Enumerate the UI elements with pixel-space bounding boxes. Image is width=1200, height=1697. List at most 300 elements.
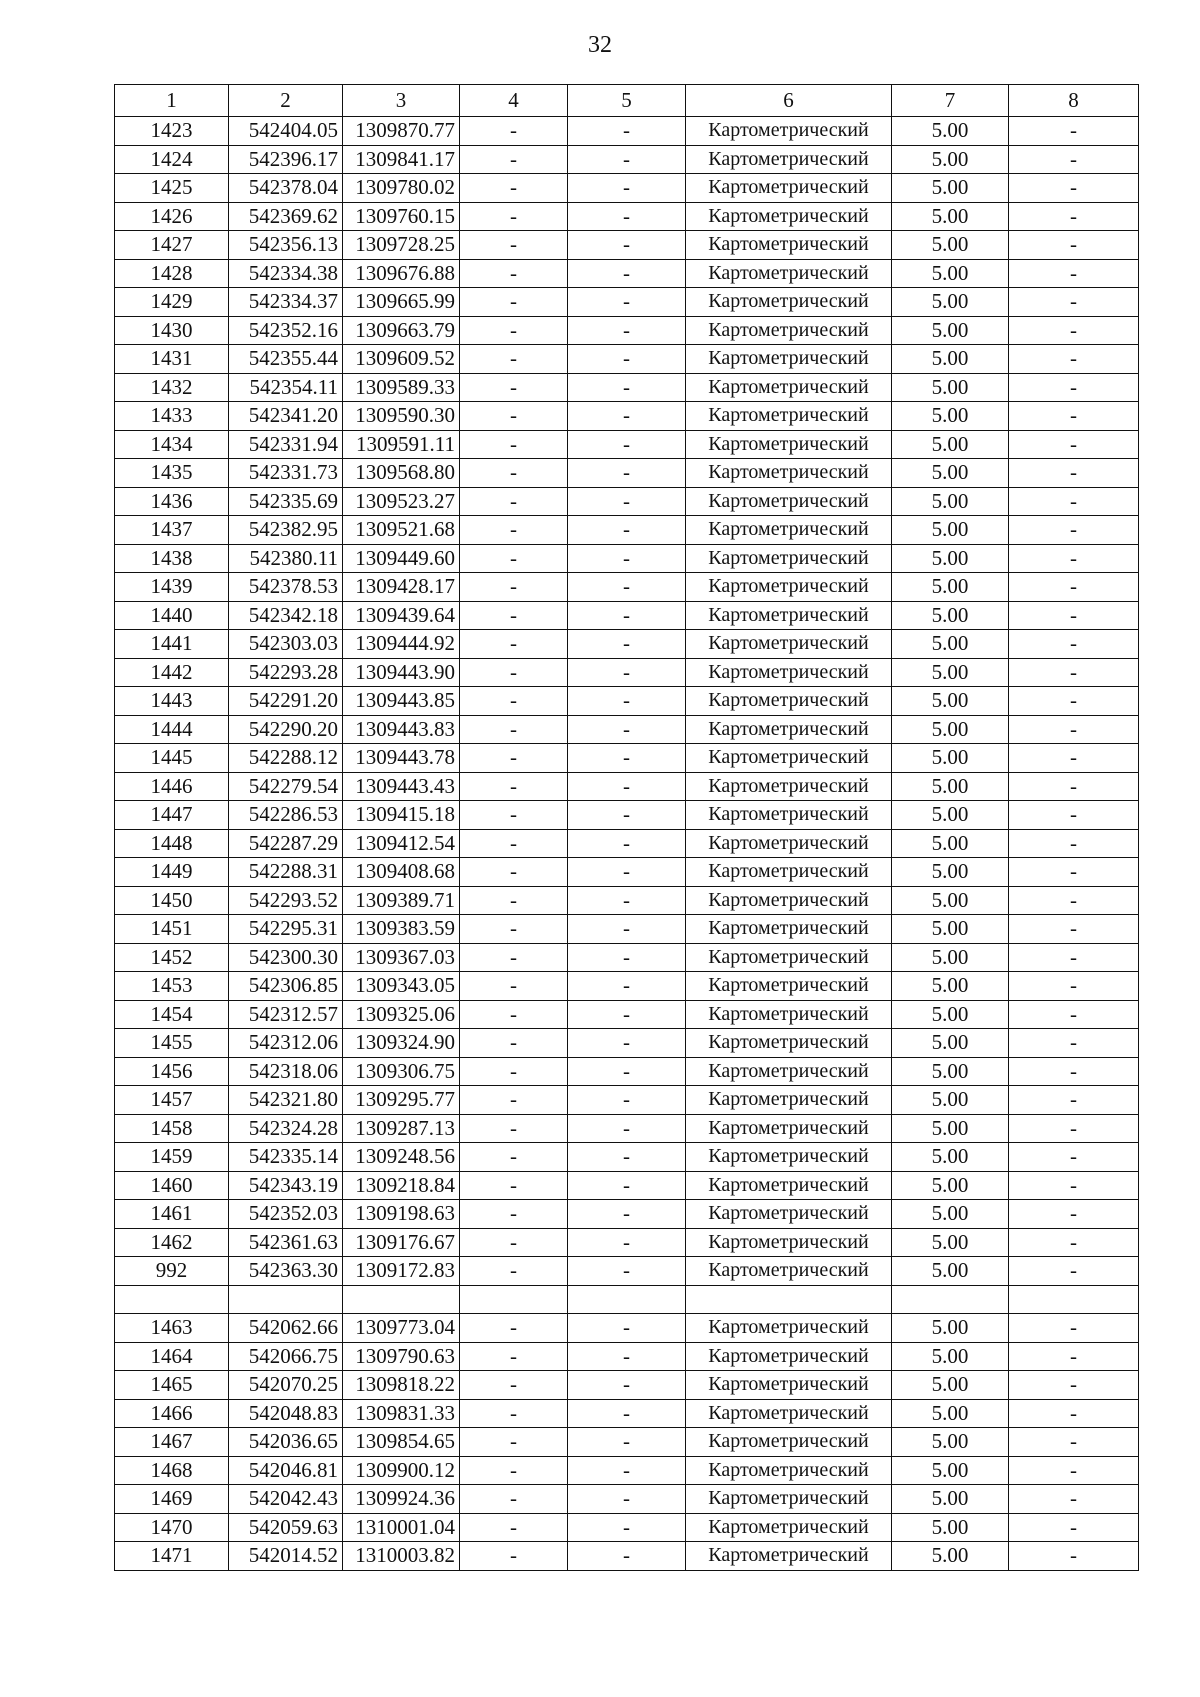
accuracy-cell: 5.00 bbox=[892, 1029, 1009, 1058]
column-4-cell: - bbox=[460, 117, 568, 146]
column-5-cell: - bbox=[568, 972, 686, 1001]
column-8-cell: - bbox=[1009, 858, 1139, 887]
accuracy-cell: 5.00 bbox=[892, 145, 1009, 174]
column-8-cell: - bbox=[1009, 630, 1139, 659]
column-5-cell: - bbox=[568, 1513, 686, 1542]
accuracy-cell: 5.00 bbox=[892, 1513, 1009, 1542]
y-coordinate-cell: 1309287.13 bbox=[343, 1114, 460, 1143]
column-4-cell: - bbox=[460, 1371, 568, 1400]
y-coordinate-cell: 1309325.06 bbox=[343, 1000, 460, 1029]
table-row bbox=[115, 1542, 1139, 1571]
accuracy-cell: 5.00 bbox=[892, 459, 1009, 488]
table-row bbox=[115, 601, 1139, 630]
coordinates-table bbox=[114, 84, 1139, 1571]
point-number-cell: 1433 bbox=[115, 402, 229, 431]
column-4-cell: - bbox=[460, 715, 568, 744]
point-number-cell: 1435 bbox=[115, 459, 229, 488]
y-coordinate-cell: 1309523.27 bbox=[343, 487, 460, 516]
method-cell: Картометрический bbox=[686, 1542, 892, 1571]
table-row bbox=[115, 943, 1139, 972]
column-5-cell: - bbox=[568, 1200, 686, 1229]
y-coordinate-cell: 1309412.54 bbox=[343, 829, 460, 858]
table-row bbox=[115, 1399, 1139, 1428]
column-5-cell: - bbox=[568, 630, 686, 659]
column-5-cell: - bbox=[568, 829, 686, 858]
y-coordinate-cell: 1309248.56 bbox=[343, 1143, 460, 1172]
method-cell: Картометрический bbox=[686, 1342, 892, 1371]
column-4-cell: - bbox=[460, 1257, 568, 1286]
column-4-cell: - bbox=[460, 145, 568, 174]
column-4-cell: - bbox=[460, 487, 568, 516]
column-5-cell: - bbox=[568, 1314, 686, 1343]
table-row bbox=[115, 715, 1139, 744]
method-cell: Картометрический bbox=[686, 858, 892, 887]
method-cell: Картометрический bbox=[686, 1114, 892, 1143]
point-number-cell: 1429 bbox=[115, 288, 229, 317]
x-coordinate-cell: 542048.83 bbox=[229, 1399, 343, 1428]
x-coordinate-cell: 542303.03 bbox=[229, 630, 343, 659]
x-coordinate-cell: 542404.05 bbox=[229, 117, 343, 146]
y-coordinate-cell: 1309665.99 bbox=[343, 288, 460, 317]
accuracy-cell: 5.00 bbox=[892, 573, 1009, 602]
y-coordinate-cell: 1309760.15 bbox=[343, 202, 460, 231]
x-coordinate-cell: 542293.28 bbox=[229, 658, 343, 687]
y-coordinate-cell: 1309443.90 bbox=[343, 658, 460, 687]
column-4-cell: - bbox=[460, 174, 568, 203]
y-coordinate-cell: 1309443.85 bbox=[343, 687, 460, 716]
y-coordinate-cell: 1309172.83 bbox=[343, 1257, 460, 1286]
column-4-cell: - bbox=[460, 886, 568, 915]
point-number-cell: 1466 bbox=[115, 1399, 229, 1428]
column-4-cell: - bbox=[460, 345, 568, 374]
column-8-cell: - bbox=[1009, 459, 1139, 488]
column-4-cell: - bbox=[460, 231, 568, 260]
y-coordinate-cell: 1309841.17 bbox=[343, 145, 460, 174]
point-number-cell: 1425 bbox=[115, 174, 229, 203]
column-8-cell: - bbox=[1009, 1200, 1139, 1229]
x-coordinate-cell: 542290.20 bbox=[229, 715, 343, 744]
column-8-cell: - bbox=[1009, 1086, 1139, 1115]
x-coordinate-cell: 542334.37 bbox=[229, 288, 343, 317]
column-8-cell: - bbox=[1009, 972, 1139, 1001]
column-8-cell: - bbox=[1009, 829, 1139, 858]
column-8-cell: - bbox=[1009, 573, 1139, 602]
column-4-cell: - bbox=[460, 1200, 568, 1229]
column-5-cell: - bbox=[568, 1000, 686, 1029]
accuracy-cell: 5.00 bbox=[892, 544, 1009, 573]
method-cell: Картометрический bbox=[686, 943, 892, 972]
column-5-cell: - bbox=[568, 601, 686, 630]
method-cell: Картометрический bbox=[686, 516, 892, 545]
y-coordinate-cell: 1309728.25 bbox=[343, 231, 460, 260]
table-row bbox=[115, 288, 1139, 317]
accuracy-cell: 5.00 bbox=[892, 1314, 1009, 1343]
column-8-cell: - bbox=[1009, 430, 1139, 459]
point-number-cell: 1446 bbox=[115, 772, 229, 801]
column-header: 1 bbox=[115, 85, 229, 117]
x-coordinate-cell: 542335.69 bbox=[229, 487, 343, 516]
table-row bbox=[115, 373, 1139, 402]
table-row bbox=[115, 259, 1139, 288]
column-5-cell: - bbox=[568, 1399, 686, 1428]
column-4-cell: - bbox=[460, 1542, 568, 1571]
column-5-cell: - bbox=[568, 1114, 686, 1143]
column-8-cell: - bbox=[1009, 1114, 1139, 1143]
column-8-cell: - bbox=[1009, 1371, 1139, 1400]
method-cell: Картометрический bbox=[686, 715, 892, 744]
column-header: 7 bbox=[892, 85, 1009, 117]
y-coordinate-cell: 1309443.43 bbox=[343, 772, 460, 801]
column-4-cell: - bbox=[460, 288, 568, 317]
x-coordinate-cell: 542331.94 bbox=[229, 430, 343, 459]
method-cell: Картометрический bbox=[686, 430, 892, 459]
column-4-cell: - bbox=[460, 1057, 568, 1086]
point-number-cell: 1432 bbox=[115, 373, 229, 402]
table-row bbox=[115, 630, 1139, 659]
point-number-cell: 1437 bbox=[115, 516, 229, 545]
method-cell: Картометрический bbox=[686, 117, 892, 146]
y-coordinate-cell: 1309295.77 bbox=[343, 1086, 460, 1115]
accuracy-cell: 5.00 bbox=[892, 886, 1009, 915]
x-coordinate-cell: 542318.06 bbox=[229, 1057, 343, 1086]
x-coordinate-cell: 542335.14 bbox=[229, 1143, 343, 1172]
x-coordinate-cell: 542014.52 bbox=[229, 1542, 343, 1571]
y-coordinate-cell: 1309444.92 bbox=[343, 630, 460, 659]
method-cell: Картометрический bbox=[686, 345, 892, 374]
column-5-cell: - bbox=[568, 373, 686, 402]
x-coordinate-cell: 542363.30 bbox=[229, 1257, 343, 1286]
point-number-cell: 1430 bbox=[115, 316, 229, 345]
y-coordinate-cell: 1309790.63 bbox=[343, 1342, 460, 1371]
column-8-cell: - bbox=[1009, 544, 1139, 573]
column-5-cell: - bbox=[568, 1371, 686, 1400]
method-cell: Картометрический bbox=[686, 1428, 892, 1457]
point-number-cell: 1461 bbox=[115, 1200, 229, 1229]
column-8-cell: - bbox=[1009, 1428, 1139, 1457]
accuracy-cell: 5.00 bbox=[892, 687, 1009, 716]
column-8-cell: - bbox=[1009, 174, 1139, 203]
column-5-cell: - bbox=[568, 316, 686, 345]
table-row bbox=[115, 1200, 1139, 1229]
accuracy-cell: 5.00 bbox=[892, 943, 1009, 972]
point-number-cell: 1443 bbox=[115, 687, 229, 716]
column-5-cell: - bbox=[568, 1228, 686, 1257]
point-number-cell: 1460 bbox=[115, 1171, 229, 1200]
point-number-cell: 1469 bbox=[115, 1485, 229, 1514]
point-number-cell: 992 bbox=[115, 1257, 229, 1286]
point-number-cell: 1471 bbox=[115, 1542, 229, 1571]
method-cell: Картометрический bbox=[686, 259, 892, 288]
accuracy-cell: 5.00 bbox=[892, 373, 1009, 402]
point-number-cell: 1457 bbox=[115, 1086, 229, 1115]
x-coordinate-cell: 542300.30 bbox=[229, 943, 343, 972]
x-coordinate-cell: 542291.20 bbox=[229, 687, 343, 716]
y-coordinate-cell: 1309367.03 bbox=[343, 943, 460, 972]
column-8-cell: - bbox=[1009, 1257, 1139, 1286]
accuracy-cell: 5.00 bbox=[892, 1200, 1009, 1229]
x-coordinate-cell: 542382.95 bbox=[229, 516, 343, 545]
table-row bbox=[115, 231, 1139, 260]
column-8-cell: - bbox=[1009, 345, 1139, 374]
table-row bbox=[115, 1485, 1139, 1514]
column-5-cell: - bbox=[568, 174, 686, 203]
point-number-cell: 1445 bbox=[115, 744, 229, 773]
accuracy-cell: 5.00 bbox=[892, 1371, 1009, 1400]
x-coordinate-cell: 542355.44 bbox=[229, 345, 343, 374]
column-8-cell: - bbox=[1009, 231, 1139, 260]
accuracy-cell: 5.00 bbox=[892, 430, 1009, 459]
x-coordinate-cell: 542042.43 bbox=[229, 1485, 343, 1514]
accuracy-cell: 5.00 bbox=[892, 1114, 1009, 1143]
column-5-cell: - bbox=[568, 772, 686, 801]
y-coordinate-cell: 1309415.18 bbox=[343, 801, 460, 830]
x-coordinate-cell: 542352.03 bbox=[229, 1200, 343, 1229]
method-cell: Картометрический bbox=[686, 1171, 892, 1200]
table-row bbox=[115, 1342, 1139, 1371]
column-8-cell: - bbox=[1009, 316, 1139, 345]
accuracy-cell: 5.00 bbox=[892, 259, 1009, 288]
accuracy-cell: 5.00 bbox=[892, 658, 1009, 687]
y-coordinate-cell: 1309818.22 bbox=[343, 1371, 460, 1400]
accuracy-cell: 5.00 bbox=[892, 1143, 1009, 1172]
column-8-cell: - bbox=[1009, 601, 1139, 630]
method-cell: Картометрический bbox=[686, 829, 892, 858]
accuracy-cell: 5.00 bbox=[892, 1228, 1009, 1257]
point-number-cell: 1447 bbox=[115, 801, 229, 830]
column-5-cell: - bbox=[568, 886, 686, 915]
column-8-cell: - bbox=[1009, 1143, 1139, 1172]
table-row bbox=[115, 487, 1139, 516]
column-8-cell: - bbox=[1009, 1513, 1139, 1542]
x-coordinate-cell: 542341.20 bbox=[229, 402, 343, 431]
column-4-cell: - bbox=[460, 1314, 568, 1343]
column-5-cell: - bbox=[568, 1456, 686, 1485]
method-cell: Картометрический bbox=[686, 772, 892, 801]
y-coordinate-cell: 1309773.04 bbox=[343, 1314, 460, 1343]
column-8-cell bbox=[1009, 1285, 1139, 1314]
point-number-cell: 1426 bbox=[115, 202, 229, 231]
column-5-cell: - bbox=[568, 744, 686, 773]
point-number-cell: 1440 bbox=[115, 601, 229, 630]
method-cell: Картометрический bbox=[686, 801, 892, 830]
point-number-cell: 1463 bbox=[115, 1314, 229, 1343]
column-5-cell: - bbox=[568, 117, 686, 146]
y-coordinate-cell: 1309389.71 bbox=[343, 886, 460, 915]
column-8-cell: - bbox=[1009, 288, 1139, 317]
x-coordinate-cell: 542295.31 bbox=[229, 915, 343, 944]
x-coordinate-cell bbox=[229, 1285, 343, 1314]
point-number-cell: 1454 bbox=[115, 1000, 229, 1029]
table-row bbox=[115, 801, 1139, 830]
method-cell: Картометрический bbox=[686, 886, 892, 915]
point-number-cell: 1456 bbox=[115, 1057, 229, 1086]
table-header-row bbox=[115, 85, 1139, 117]
point-number-cell: 1451 bbox=[115, 915, 229, 944]
accuracy-cell: 5.00 bbox=[892, 915, 1009, 944]
x-coordinate-cell: 542312.57 bbox=[229, 1000, 343, 1029]
accuracy-cell: 5.00 bbox=[892, 1456, 1009, 1485]
x-coordinate-cell: 542306.85 bbox=[229, 972, 343, 1001]
table-row bbox=[115, 1257, 1139, 1286]
method-cell: Картометрический bbox=[686, 687, 892, 716]
x-coordinate-cell: 542062.66 bbox=[229, 1314, 343, 1343]
table-row bbox=[115, 1228, 1139, 1257]
table-row bbox=[115, 117, 1139, 146]
column-4-cell: - bbox=[460, 744, 568, 773]
column-8-cell: - bbox=[1009, 658, 1139, 687]
accuracy-cell: 5.00 bbox=[892, 630, 1009, 659]
point-number-cell: 1444 bbox=[115, 715, 229, 744]
method-cell: Картометрический bbox=[686, 630, 892, 659]
point-number-cell: 1449 bbox=[115, 858, 229, 887]
column-5-cell: - bbox=[568, 1257, 686, 1286]
column-4-cell: - bbox=[460, 430, 568, 459]
table-row bbox=[115, 402, 1139, 431]
column-5-cell: - bbox=[568, 858, 686, 887]
x-coordinate-cell: 542059.63 bbox=[229, 1513, 343, 1542]
method-cell: Картометрический bbox=[686, 459, 892, 488]
y-coordinate-cell: 1309609.52 bbox=[343, 345, 460, 374]
point-number-cell: 1467 bbox=[115, 1428, 229, 1457]
column-header: 6 bbox=[686, 85, 892, 117]
column-8-cell: - bbox=[1009, 117, 1139, 146]
method-cell: Картометрический bbox=[686, 744, 892, 773]
point-number-cell: 1448 bbox=[115, 829, 229, 858]
method-cell: Картометрический bbox=[686, 1399, 892, 1428]
column-5-cell: - bbox=[568, 231, 686, 260]
x-coordinate-cell: 542312.06 bbox=[229, 1029, 343, 1058]
table-row bbox=[115, 1513, 1139, 1542]
accuracy-cell: 5.00 bbox=[892, 1000, 1009, 1029]
x-coordinate-cell: 542343.19 bbox=[229, 1171, 343, 1200]
method-cell: Картометрический bbox=[686, 1057, 892, 1086]
point-number-cell: 1439 bbox=[115, 573, 229, 602]
table-row bbox=[115, 858, 1139, 887]
point-number-cell: 1424 bbox=[115, 145, 229, 174]
y-coordinate-cell: 1309218.84 bbox=[343, 1171, 460, 1200]
accuracy-cell: 5.00 bbox=[892, 402, 1009, 431]
table-row bbox=[115, 459, 1139, 488]
column-8-cell: - bbox=[1009, 801, 1139, 830]
table-row bbox=[115, 345, 1139, 374]
column-8-cell: - bbox=[1009, 373, 1139, 402]
column-4-cell: - bbox=[460, 516, 568, 545]
column-5-cell: - bbox=[568, 1057, 686, 1086]
y-coordinate-cell: 1309198.63 bbox=[343, 1200, 460, 1229]
table-row bbox=[115, 544, 1139, 573]
x-coordinate-cell: 542361.63 bbox=[229, 1228, 343, 1257]
x-coordinate-cell: 542288.31 bbox=[229, 858, 343, 887]
column-5-cell: - bbox=[568, 1485, 686, 1514]
table-row bbox=[115, 972, 1139, 1001]
column-8-cell: - bbox=[1009, 516, 1139, 545]
column-header: 2 bbox=[229, 85, 343, 117]
x-coordinate-cell: 542070.25 bbox=[229, 1371, 343, 1400]
point-number-cell: 1434 bbox=[115, 430, 229, 459]
method-cell: Картометрический bbox=[686, 1228, 892, 1257]
method-cell: Картометрический bbox=[686, 972, 892, 1001]
method-cell: Картометрический bbox=[686, 373, 892, 402]
accuracy-cell: 5.00 bbox=[892, 345, 1009, 374]
accuracy-cell: 5.00 bbox=[892, 516, 1009, 545]
method-cell bbox=[686, 1285, 892, 1314]
table-row bbox=[115, 1143, 1139, 1172]
method-cell: Картометрический bbox=[686, 487, 892, 516]
column-4-cell: - bbox=[460, 1228, 568, 1257]
y-coordinate-cell: 1309590.30 bbox=[343, 402, 460, 431]
accuracy-cell: 5.00 bbox=[892, 288, 1009, 317]
x-coordinate-cell: 542066.75 bbox=[229, 1342, 343, 1371]
column-5-cell: - bbox=[568, 1029, 686, 1058]
point-number-cell bbox=[115, 1285, 229, 1314]
column-4-cell: - bbox=[460, 687, 568, 716]
column-8-cell: - bbox=[1009, 1456, 1139, 1485]
x-coordinate-cell: 542342.18 bbox=[229, 601, 343, 630]
method-cell: Картометрический bbox=[686, 288, 892, 317]
column-5-cell: - bbox=[568, 943, 686, 972]
accuracy-cell: 5.00 bbox=[892, 174, 1009, 203]
accuracy-cell: 5.00 bbox=[892, 202, 1009, 231]
y-coordinate-cell: 1310003.82 bbox=[343, 1542, 460, 1571]
y-coordinate-cell bbox=[343, 1285, 460, 1314]
column-5-cell: - bbox=[568, 687, 686, 716]
column-4-cell: - bbox=[460, 1086, 568, 1115]
y-coordinate-cell: 1309383.59 bbox=[343, 915, 460, 944]
column-5-cell: - bbox=[568, 915, 686, 944]
point-number-cell: 1470 bbox=[115, 1513, 229, 1542]
column-8-cell: - bbox=[1009, 744, 1139, 773]
y-coordinate-cell: 1309521.68 bbox=[343, 516, 460, 545]
x-coordinate-cell: 542352.16 bbox=[229, 316, 343, 345]
point-number-cell: 1436 bbox=[115, 487, 229, 516]
column-header: 5 bbox=[568, 85, 686, 117]
point-number-cell: 1428 bbox=[115, 259, 229, 288]
column-5-cell: - bbox=[568, 288, 686, 317]
point-number-cell: 1453 bbox=[115, 972, 229, 1001]
method-cell: Картометрический bbox=[686, 316, 892, 345]
table-row bbox=[115, 1285, 1139, 1314]
y-coordinate-cell: 1309924.36 bbox=[343, 1485, 460, 1514]
y-coordinate-cell: 1309663.79 bbox=[343, 316, 460, 345]
accuracy-cell: 5.00 bbox=[892, 772, 1009, 801]
column-5-cell: - bbox=[568, 1171, 686, 1200]
point-number-cell: 1458 bbox=[115, 1114, 229, 1143]
table-row bbox=[115, 658, 1139, 687]
table-row bbox=[115, 1171, 1139, 1200]
column-5-cell bbox=[568, 1285, 686, 1314]
accuracy-cell: 5.00 bbox=[892, 744, 1009, 773]
column-4-cell: - bbox=[460, 459, 568, 488]
y-coordinate-cell: 1310001.04 bbox=[343, 1513, 460, 1542]
column-8-cell: - bbox=[1009, 402, 1139, 431]
x-coordinate-cell: 542286.53 bbox=[229, 801, 343, 830]
table-row bbox=[115, 1086, 1139, 1115]
accuracy-cell: 5.00 bbox=[892, 231, 1009, 260]
accuracy-cell: 5.00 bbox=[892, 1399, 1009, 1428]
x-coordinate-cell: 542036.65 bbox=[229, 1428, 343, 1457]
method-cell: Картометрический bbox=[686, 1086, 892, 1115]
table-row bbox=[115, 1029, 1139, 1058]
method-cell: Картометрический bbox=[686, 1371, 892, 1400]
column-5-cell: - bbox=[568, 259, 686, 288]
accuracy-cell: 5.00 bbox=[892, 1171, 1009, 1200]
accuracy-cell: 5.00 bbox=[892, 1057, 1009, 1086]
column-5-cell: - bbox=[568, 345, 686, 374]
column-5-cell: - bbox=[568, 544, 686, 573]
column-8-cell: - bbox=[1009, 1228, 1139, 1257]
accuracy-cell: 5.00 bbox=[892, 1342, 1009, 1371]
column-8-cell: - bbox=[1009, 715, 1139, 744]
